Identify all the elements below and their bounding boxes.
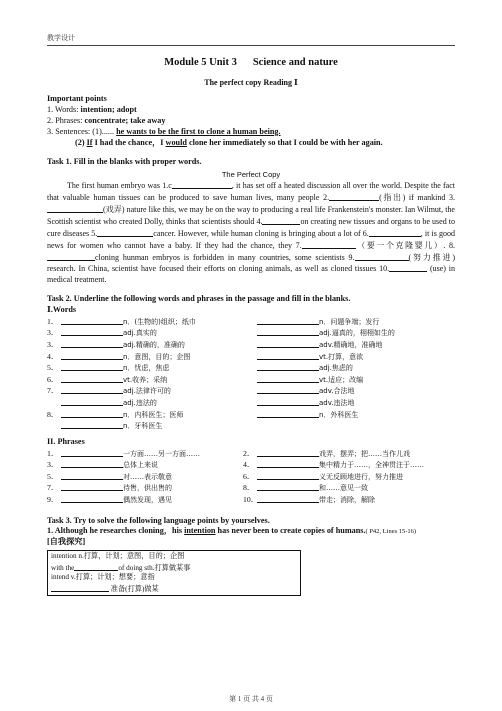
passage-title: The Perfect Copy <box>221 170 281 180</box>
item-definition: 总体上来说 <box>123 461 158 470</box>
answer-blank[interactable] <box>257 448 319 457</box>
box-blank-2[interactable] <box>51 583 109 592</box>
fill-item <box>47 448 243 460</box>
fill-item <box>47 494 243 506</box>
item-definition: n．(生物的)组织；纸巾 <box>123 317 196 326</box>
answer-blank[interactable] <box>61 482 123 491</box>
answer-blank[interactable] <box>257 471 319 480</box>
answer-blank[interactable] <box>61 362 123 371</box>
item-definition: vt.适应；改编 <box>319 375 364 384</box>
item-number: 10． <box>243 494 259 504</box>
fill-item <box>243 397 455 409</box>
item-number: 9． <box>47 494 59 504</box>
item-definition: adj.真实的 <box>123 329 157 338</box>
title-name: Science and nature <box>252 57 338 68</box>
answer-blank[interactable] <box>61 385 123 394</box>
item-number: 8． <box>243 483 255 493</box>
important-sentence-2: (2) If I had the chance，I would clone her immediately so that I could be with her again. <box>75 137 383 147</box>
words-heading: Ⅰ.Words <box>47 304 77 314</box>
box-blank-1[interactable] <box>74 562 118 571</box>
fill-item <box>243 409 455 421</box>
item-number: 6． <box>243 471 255 481</box>
fill-item <box>243 374 455 386</box>
item-number: 8． <box>47 409 59 419</box>
page-subtitle: The perfect copy Reading Ⅰ <box>204 77 298 87</box>
item-number: 6． <box>47 374 59 384</box>
answer-blank[interactable] <box>257 374 319 383</box>
item-number: 3． <box>47 339 59 349</box>
answer-blank[interactable] <box>257 482 319 491</box>
item-definition: adv.精确地，准确地 <box>319 340 383 349</box>
header-label: 教学设计 <box>47 34 75 42</box>
fill-item <box>47 482 243 494</box>
item-definition: 和……意见一致 <box>319 484 368 493</box>
answer-blank[interactable] <box>61 351 123 360</box>
answer-blank[interactable] <box>257 409 319 418</box>
fill-item <box>243 362 455 374</box>
item-definition: 带走；消除，解除 <box>319 495 375 504</box>
answer-blank[interactable] <box>257 459 319 468</box>
answer-blank[interactable] <box>61 327 123 336</box>
task2-heading: Task 2. Underline the following words and phrases in the passage and fill in the blanks. <box>47 294 351 304</box>
item-definition: adj.焦虑的 <box>319 364 353 373</box>
answer-blank[interactable] <box>257 385 319 394</box>
task3-question-1: 1. Although he researches cloning，his intention has never been to create copies of humans.( P42, Lines 15-16) <box>47 526 417 536</box>
fill-item <box>243 385 455 397</box>
item-definition: vt.收养；采纳 <box>123 375 168 384</box>
important-heading: Important points <box>47 94 107 104</box>
answer-blank[interactable] <box>61 420 123 429</box>
item-number: 5． <box>47 363 59 373</box>
fill-item <box>243 471 455 483</box>
item-definition: adv.违法地 <box>319 398 355 407</box>
answer-blank[interactable] <box>61 339 123 348</box>
item-definition: adj.逼真的，栩栩如生的 <box>319 329 395 338</box>
fill-item <box>243 420 455 432</box>
item-definition: n．内科医生；医师 <box>123 410 184 419</box>
answer-blank[interactable] <box>61 316 123 325</box>
answer-blank[interactable] <box>257 339 319 348</box>
fill-item <box>47 397 243 409</box>
fill-item <box>47 316 243 328</box>
item-definition: 待售，供出售的 <box>123 484 172 493</box>
answer-blank[interactable] <box>61 471 123 480</box>
explore-label: [自我探究] <box>47 537 86 547</box>
blank-10[interactable] <box>389 263 427 272</box>
item-definition: 义无反顾地进行，努力推进 <box>319 472 403 481</box>
task1-passage: The first human embryo was 1.c , it has set off a heated discussion all over the world. Despite the fact that valuable human tissues can be produced to save human lives, many people 2. (指出) if mankind 3.(戏弄) nature like this, we may be on the way to producing a real life Frankenstein's monster. Ian Wilmut, the Scottish scientist who created Dolly, thinks that scientists should 4. on creating new tissues and organs to be used to cure diseases 5. cancer. However, while human cloning is bringing about a lot of 6. , it is good news for women who cannot have a baby. If they had the chance, they 7. （要一个克隆婴儿）. 8.cloning hunman embryos is forbidden in many countries, some scientists 9. (努力推进) research. In China, scientist have focused their efforts on cloning animals, as well as cloned tissues 10. (use) in medical treatment. <box>47 181 456 285</box>
fill-item <box>47 351 243 363</box>
box-line-3: intend v.打算；计划；想要；意指 <box>51 573 155 582</box>
item-definition: vt.打算，意欲 <box>319 352 364 361</box>
phrases-grid <box>47 448 455 506</box>
fill-item <box>47 409 243 421</box>
blank-9[interactable] <box>355 252 409 261</box>
box-line-2: with the of doing sth.打算做某事 <box>51 563 191 572</box>
fill-item <box>243 327 455 339</box>
item-definition: adv.合法地 <box>319 387 355 396</box>
answer-blank[interactable] <box>61 409 123 418</box>
item-definition: n．牙科医生 <box>123 422 163 431</box>
fill-item <box>47 362 243 374</box>
item-definition: n．忧虑，焦虑 <box>123 364 170 373</box>
item-definition: 戏弄，摆弄；把……当作儿戏 <box>319 449 410 458</box>
page-footer: 第 1 页 共 4 页 <box>229 695 273 703</box>
item-definition: n．外科医生 <box>319 410 359 419</box>
answer-blank[interactable] <box>257 351 319 360</box>
fill-item <box>47 471 243 483</box>
answer-blank[interactable] <box>61 374 123 383</box>
item-number: 3． <box>47 328 59 338</box>
phrases-heading: II. Phrases <box>47 436 85 446</box>
item-definition: 集中精力于……，全神贯注于…… <box>319 461 424 470</box>
document-body <box>47 52 455 596</box>
header-rule <box>47 45 455 46</box>
important-phrases: 2. Phrases: concentrate; take away <box>47 116 166 126</box>
important-points <box>47 94 455 148</box>
task3-heading: Task 3. Try to solve the following language points by yourselves. <box>47 515 270 525</box>
item-number: 4． <box>47 351 59 361</box>
explore-box <box>47 550 301 596</box>
answer-blank[interactable] <box>61 397 123 406</box>
fill-item <box>47 339 243 351</box>
fill-item <box>243 351 455 363</box>
fill-item <box>243 459 455 471</box>
fill-item <box>243 339 455 351</box>
answer-blank[interactable] <box>257 327 319 336</box>
fill-item <box>47 385 243 397</box>
important-sentence-1: 3. Sentences: (1)...... he wants to be the first to clone a human being. <box>47 126 281 136</box>
blank-4[interactable] <box>262 216 300 225</box>
task1-heading: Task 1. Fill in the blanks with proper words. <box>47 156 202 166</box>
fill-item <box>243 494 455 506</box>
fill-item <box>47 420 243 432</box>
item-definition: adj.精确的，准确的 <box>123 340 185 349</box>
item-number: 1． <box>47 448 59 458</box>
blank-2[interactable] <box>329 192 379 201</box>
answer-blank[interactable] <box>61 459 123 468</box>
box-line-1: intention n.打算，计划；意图，目的；企图 <box>51 552 185 561</box>
answer-blank[interactable] <box>257 397 319 406</box>
fill-item <box>47 374 243 386</box>
answer-blank[interactable] <box>61 494 123 503</box>
blank-7[interactable] <box>302 240 356 249</box>
box-line-4: 准备(打算)做某 <box>51 583 297 595</box>
important-words: 1. Words: intention; adopt <box>47 105 137 115</box>
blank-3[interactable] <box>47 204 103 213</box>
item-number: 2． <box>243 448 255 458</box>
answer-blank[interactable] <box>257 362 319 371</box>
item-definition: 一方面……另一方面…… <box>123 449 200 458</box>
blank-5[interactable] <box>97 228 153 237</box>
blank-1[interactable] <box>172 180 232 189</box>
answer-blank[interactable] <box>257 316 319 325</box>
blank-8[interactable] <box>47 252 95 261</box>
title-module: Module 5 Unit 3 <box>164 57 237 68</box>
fill-item <box>243 448 455 460</box>
fill-item <box>47 327 243 339</box>
item-definition: adj.违法的 <box>123 398 157 407</box>
page-title <box>47 56 455 70</box>
item-definition: 偶然发现，遇见 <box>123 495 172 504</box>
item-number: 7． <box>47 483 59 493</box>
answer-blank[interactable] <box>61 448 123 457</box>
blank-6[interactable] <box>369 228 421 237</box>
item-number: 3． <box>47 460 59 470</box>
answer-blank[interactable] <box>257 494 319 503</box>
item-definition: 对……表示敬意 <box>123 472 172 481</box>
item-number: 5． <box>47 471 59 481</box>
item-definition: n．意图，目的；企图 <box>123 352 191 361</box>
words-grid <box>47 316 455 432</box>
item-number: 1． <box>47 316 59 326</box>
fill-item <box>47 459 243 471</box>
fill-item <box>243 316 455 328</box>
item-definition: n．问题争端；发行 <box>319 317 380 326</box>
item-number: 7． <box>47 386 59 396</box>
fill-item <box>243 482 455 494</box>
item-number: 4． <box>243 460 255 470</box>
item-definition: adj.法律许可的 <box>123 387 171 396</box>
